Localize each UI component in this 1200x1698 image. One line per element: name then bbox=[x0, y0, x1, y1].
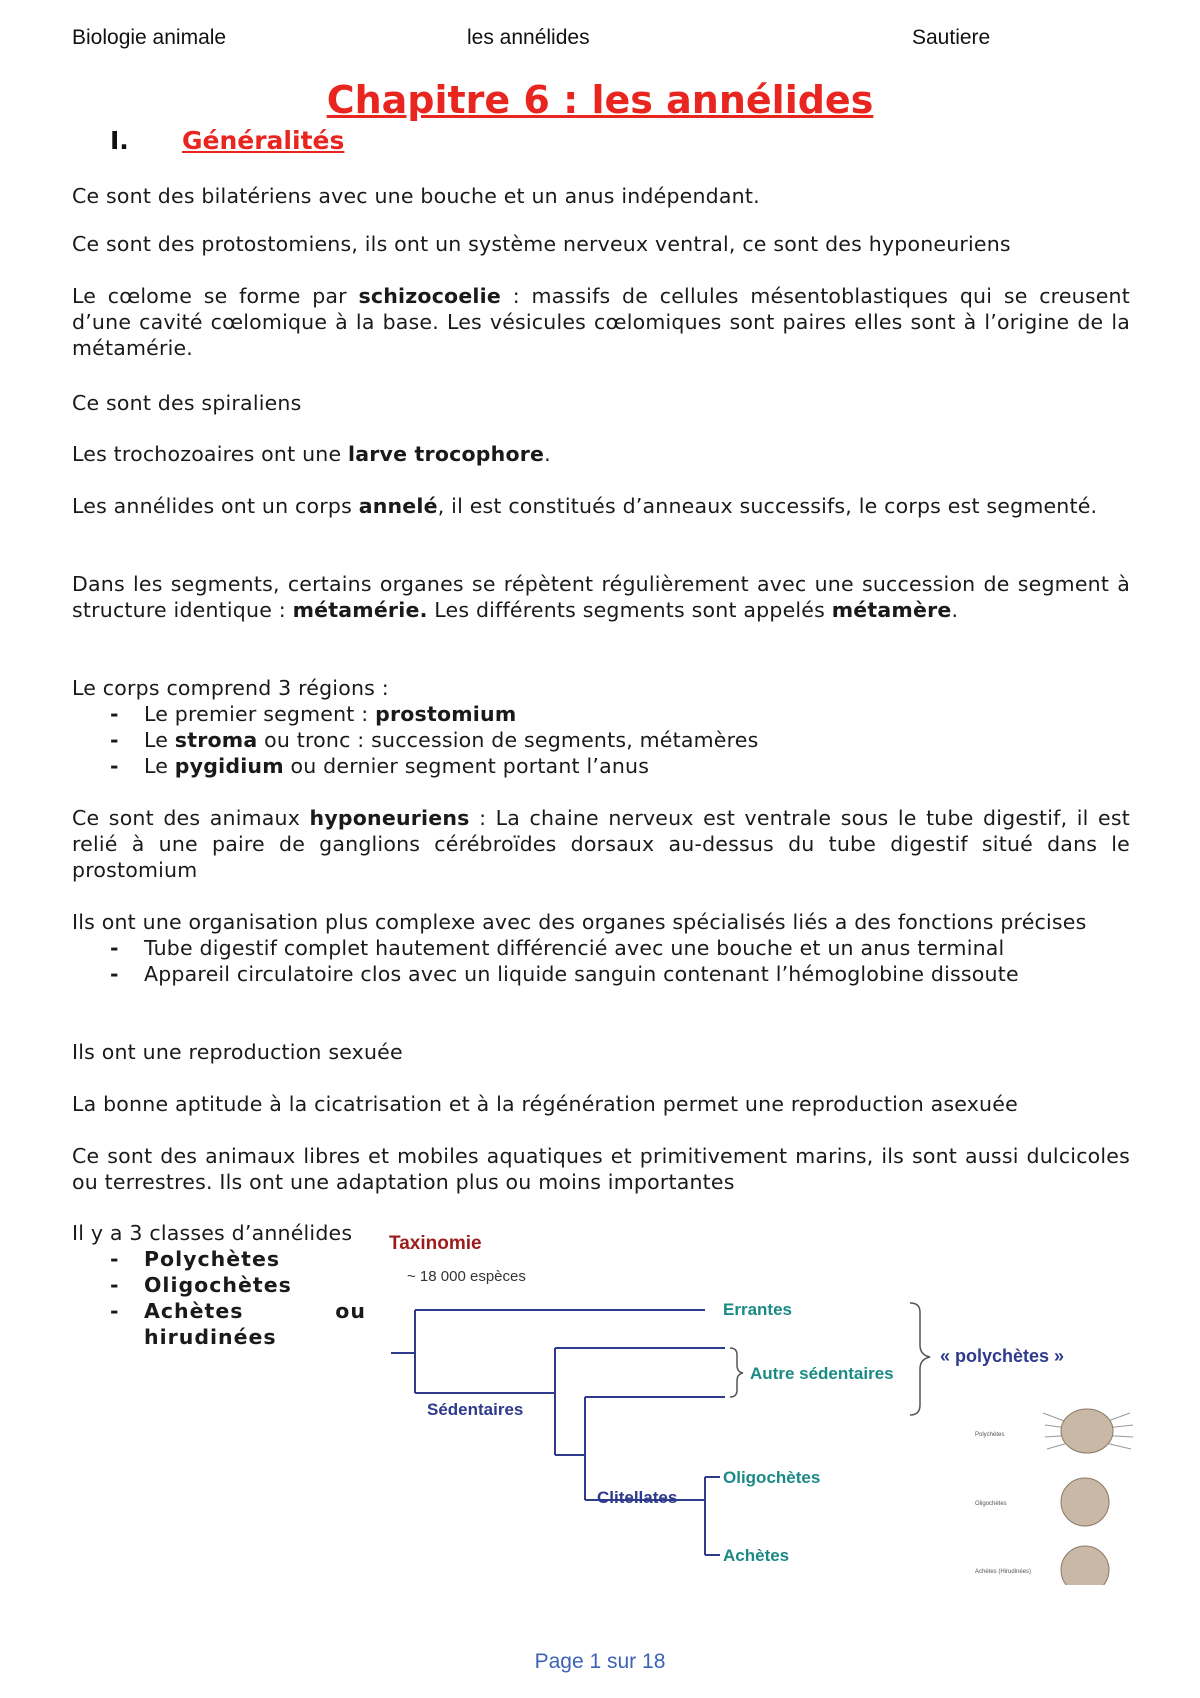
label-sedentaires: Sédentaires bbox=[427, 1400, 524, 1419]
taxo-subtitle: ~ 18 000 espèces bbox=[407, 1268, 526, 1285]
list-item: - Appareil circulatoire clos avec un liquide sanguin contenant l’hémoglobine dissoute bbox=[72, 961, 1130, 987]
header-right: Sautiere bbox=[912, 26, 991, 49]
paragraph-5 bbox=[72, 441, 1130, 467]
list-item bbox=[72, 701, 1130, 727]
p3-text-c: : massifs de cellules mésentoblastiques qui se creusent d’une cavité cœlomique à la base. Les vésicules cœlomiques sont paires elles sont à l’origine de la métamérie. bbox=[72, 284, 1130, 360]
item-text: Le bbox=[144, 754, 175, 778]
p3-text-a: Le cœlome se forme par bbox=[72, 284, 359, 308]
paragraph-2: Ce sont des protostomiens, ils ont un système nerveux ventral, ce sont des hyponeuriens bbox=[72, 232, 1011, 256]
list-item: - Tube digestif complet hautement différencié avec une bouche et un anus terminal bbox=[72, 935, 1130, 961]
thumb-label-polychetes: Polychètes bbox=[975, 1432, 1005, 1438]
label-clitellates: Clitellates bbox=[597, 1488, 678, 1507]
brace-autre bbox=[730, 1348, 743, 1397]
classes-list bbox=[72, 1246, 366, 1350]
item-bold: prostomium bbox=[375, 702, 517, 726]
p7-text-a: Dans les segments, certains organes se répètent régulièrement avec une succession de segment à structure identique : bbox=[72, 572, 1130, 622]
item-bold: stroma bbox=[174, 728, 258, 752]
paragraph-10 bbox=[72, 909, 1130, 987]
class-item-achetes: - Achètes ou hirudinées bbox=[72, 1298, 366, 1350]
paragraph-13: Ce sont des animaux libres et mobiles aquatiques et primitivement marins, ils sont aussi dulcicoles ou terrestres. Ils ont une adaptation plus ou moins importantes bbox=[72, 1144, 1130, 1194]
classes-intro: Il y a 3 classes d’annélides bbox=[72, 1221, 353, 1245]
p5-bold: larve trocophore bbox=[347, 442, 545, 466]
paragraph-3 bbox=[72, 283, 1130, 361]
p10-intro: Ils ont une organisation plus complexe avec des organes spécialisés liés a des fonctions précises bbox=[72, 910, 1087, 934]
regions-list bbox=[72, 701, 1130, 779]
class-item-oligochetes: - Oligochètes bbox=[72, 1272, 366, 1298]
item-text: ou dernier segment portant l’anus bbox=[283, 754, 650, 778]
paragraph-1: Ce sont des bilatériens avec une bouche et un anus indépendant. bbox=[72, 184, 760, 208]
taxo-title: Taxinomie bbox=[389, 1233, 482, 1254]
section-label: Généralités bbox=[182, 126, 345, 155]
p6-text-c: , il est constitués d’anneaux successifs, le corps est segmenté. bbox=[437, 494, 1098, 518]
thumb-label-oligochetes: Oligochètes bbox=[975, 1501, 1007, 1507]
header-left: Biologie animale bbox=[72, 26, 227, 49]
item-bold: pygidium bbox=[174, 754, 284, 778]
label-autre-sedentaires: Autre sédentaires bbox=[750, 1364, 894, 1383]
p9-text-a: Ce sont des animaux bbox=[72, 806, 310, 830]
section-number: I. bbox=[110, 126, 129, 155]
item-text: Le premier segment : bbox=[144, 702, 376, 726]
label-polychetes: « polychètes » bbox=[940, 1346, 1065, 1366]
p6-bold: annelé bbox=[358, 494, 438, 518]
label-oligochetes: Oligochètes bbox=[723, 1468, 821, 1487]
achete-image bbox=[1061, 1546, 1109, 1585]
page-footer: Page 1 sur 18 bbox=[534, 1650, 666, 1673]
p3-bold: schizocoelie bbox=[358, 284, 501, 308]
organisation-list bbox=[72, 935, 1130, 987]
label-achetes: Achètes bbox=[723, 1546, 790, 1565]
paragraph-9 bbox=[72, 805, 1130, 883]
p5-text-c: . bbox=[544, 442, 551, 466]
p5-text-a: Les trochozoaires ont une bbox=[72, 442, 348, 466]
brace-polychetes bbox=[910, 1303, 930, 1415]
p9-text-c: : La chaine nerveux est ventrale sous le tube digestif, il est relié à une paire de ganglions cérébroïdes dorsaux au-dessus du tube digestif situé dans le prostomium bbox=[72, 806, 1130, 882]
p8-intro: Le corps comprend 3 régions : bbox=[72, 676, 389, 700]
paragraph-8 bbox=[72, 675, 1130, 779]
header-center: les annélides bbox=[467, 26, 590, 49]
label-errantes: Errantes bbox=[723, 1300, 792, 1319]
paragraph-12: La bonne aptitude à la cicatrisation et à la régénération permet une reproduction asexuée bbox=[72, 1092, 1018, 1116]
paragraph-11: Ils ont une reproduction sexuée bbox=[72, 1040, 403, 1064]
polychete-image bbox=[1043, 1409, 1133, 1453]
p9-bold: hyponeuriens bbox=[309, 806, 470, 830]
classes-block bbox=[72, 1220, 366, 1350]
thumb-label-achetes: Achètes (Hirudinées) bbox=[975, 1569, 1032, 1575]
p7-text-c: Les différents segments sont appelés bbox=[427, 598, 832, 622]
p7-bold-2: métamère bbox=[831, 598, 952, 622]
oligochete-image bbox=[1061, 1478, 1109, 1526]
paragraph-4: Ce sont des spiraliens bbox=[72, 391, 302, 415]
class-item-polychetes: - Polychètes bbox=[72, 1246, 366, 1272]
p7-bold-1: métamérie. bbox=[292, 598, 428, 622]
p7-text-e: . bbox=[951, 598, 959, 622]
paragraph-7 bbox=[72, 571, 1130, 623]
item-text: ou tronc : succession de segments, métamères bbox=[257, 728, 759, 752]
item-text: Le bbox=[144, 728, 175, 752]
p6-text-a: Les annélides ont un corps bbox=[72, 494, 359, 518]
paragraph-6 bbox=[72, 493, 1130, 519]
list-item bbox=[72, 753, 1130, 779]
list-item bbox=[72, 727, 1130, 753]
section-heading bbox=[110, 126, 344, 155]
taxonomy-diagram bbox=[385, 1215, 1135, 1585]
chapter-title: Chapitre 6 : les annélides bbox=[326, 78, 874, 122]
